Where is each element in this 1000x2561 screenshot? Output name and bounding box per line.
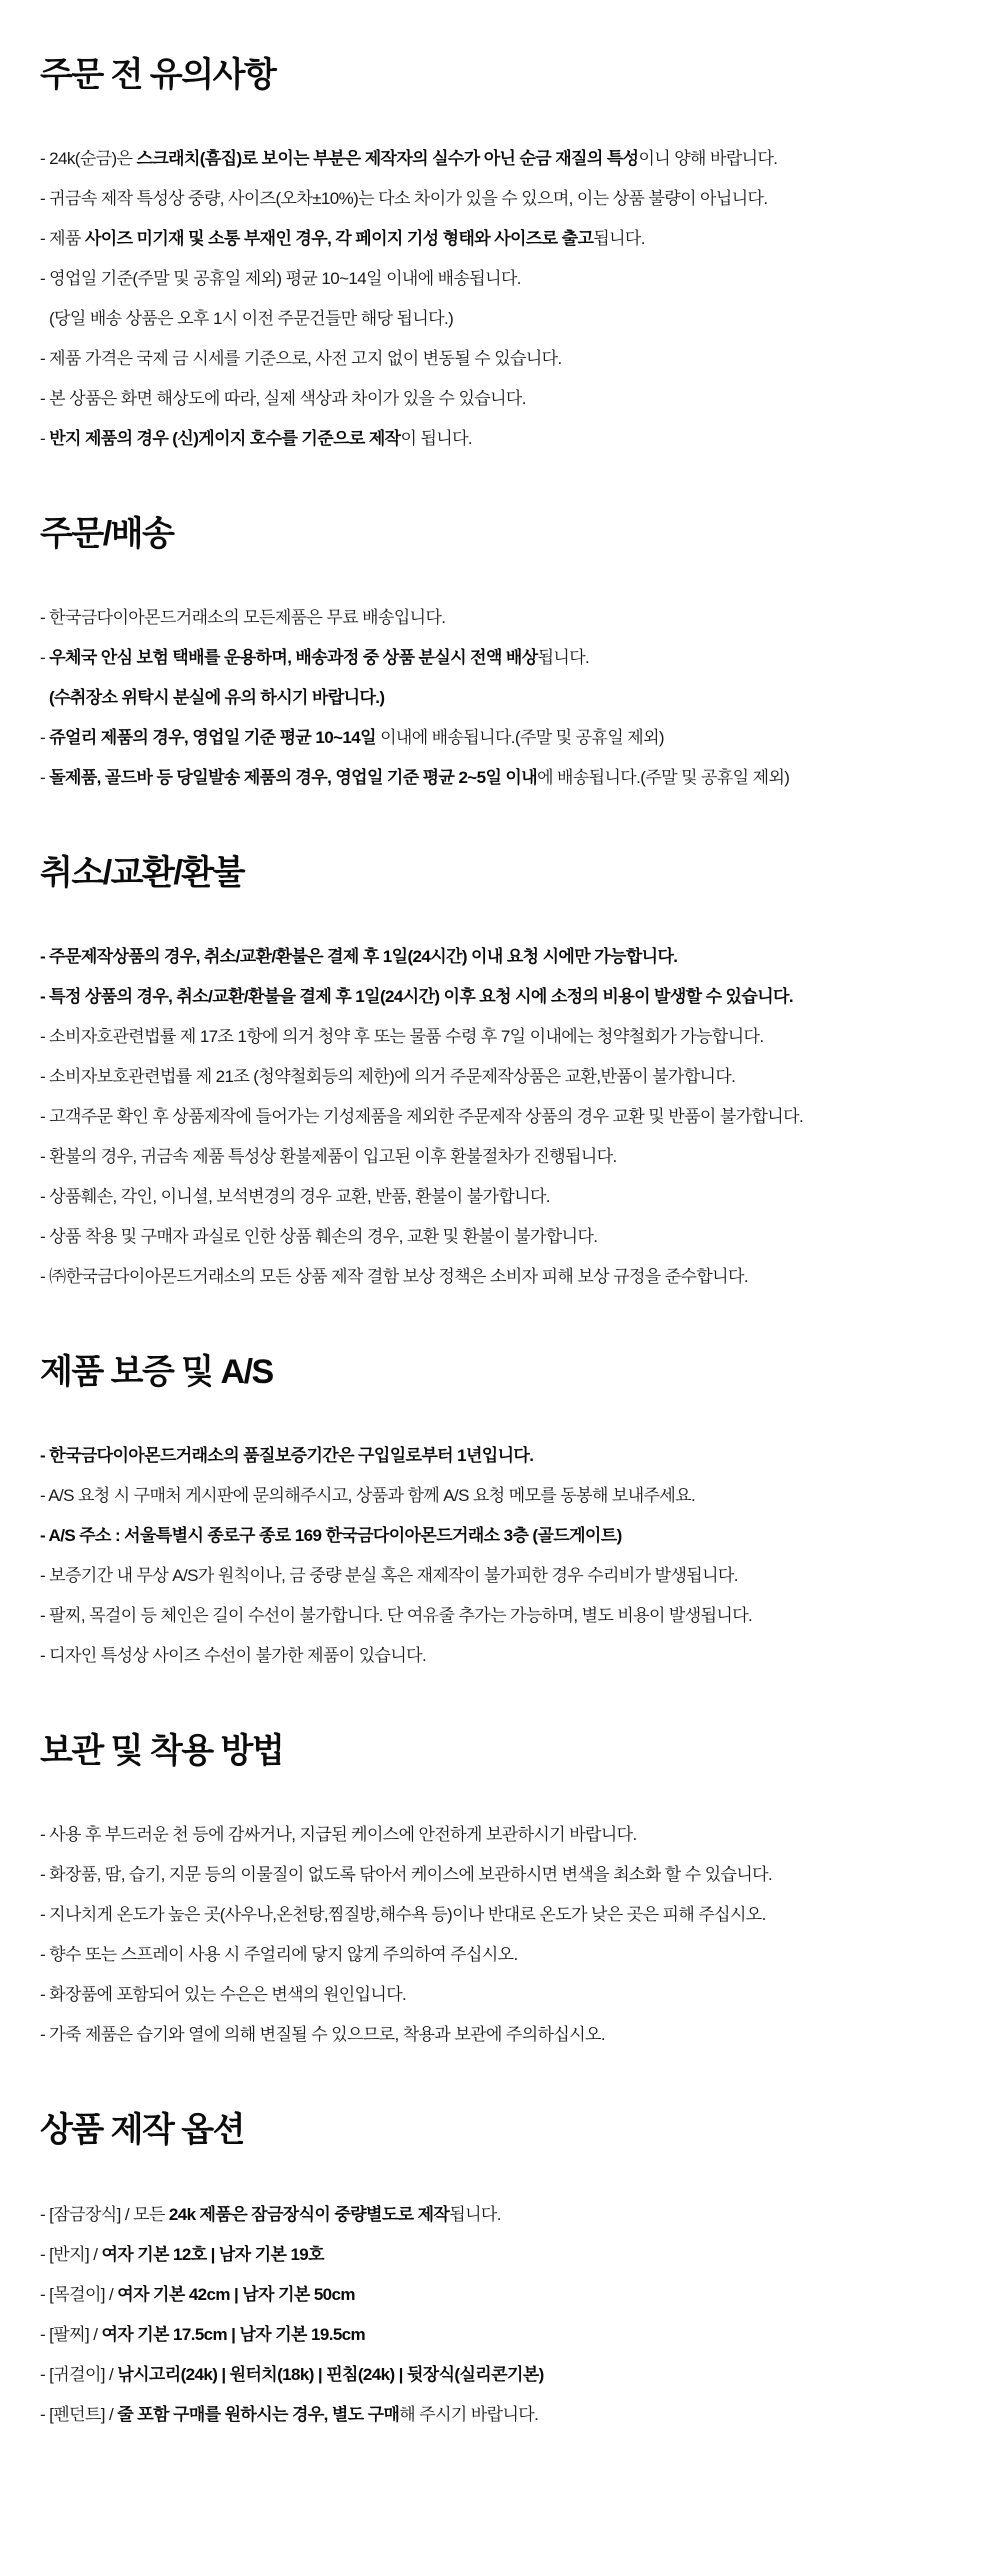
list-item xyxy=(40,259,970,299)
list-item xyxy=(40,1975,970,2015)
list-item xyxy=(40,219,970,259)
list-item xyxy=(40,1057,970,1097)
list-item xyxy=(40,1217,970,1257)
section-list xyxy=(40,139,970,459)
list-item xyxy=(40,1855,970,1895)
list-item xyxy=(40,2355,970,2395)
list-item xyxy=(40,339,970,379)
list-item xyxy=(40,1137,970,1177)
list-item xyxy=(40,1436,970,1476)
list-item xyxy=(40,758,970,798)
text-segment: 됩니다. xyxy=(449,2204,501,2224)
text-segment: - 본 상품은 화면 해상도에 따라, 실제 색상과 차이가 있을 수 있습니다. xyxy=(40,389,526,409)
text-segment: - 귀금속 제작 특성상 중량, 사이즈(오차±10%)는 다소 차이가 있을 수 있으며, 이는 상품 불량이 아닙니다. xyxy=(40,189,768,209)
section-list xyxy=(40,937,970,1297)
text-segment-bold: - 주문제작상품의 경우, 취소/교환/환불은 결제 후 1일(24시간) 이내 요청 시에만 가능합니다. xyxy=(40,947,678,967)
list-item xyxy=(40,419,970,459)
text-segment: - 제품 가격은 국제 금 시세를 기준으로, 사전 고지 없이 변동될 수 있습니다. xyxy=(40,349,562,369)
notice-section-2 xyxy=(40,515,970,798)
text-segment: - ㈜한국금다이아몬드거래소의 모든 상품 제작 결함 보상 정책은 소비자 피해 보상 규정을 준수합니다. xyxy=(40,1267,748,1287)
text-segment: 에 배송됩니다.(주말 및 공휴일 제외) xyxy=(537,768,790,788)
text-segment-bold: - 특정 상품의 경우, 취소/교환/환불을 결제 후 1일(24시간) 이후 요청 시에 소정의 비용이 발생할 수 있습니다. xyxy=(40,987,793,1007)
text-segment: - 소비자호관련법률 제 17조 1항에 의거 청약 후 또는 물품 수령 후 7일 이내에는 청약철회가 가능합니다. xyxy=(40,1027,764,1047)
text-segment: - 지나치게 온도가 높은 곳(사우나,온천탕,찜질방,해수욕 등)이나 반대로 온도가 낮은 곳은 피해 주십시오. xyxy=(40,1905,766,1925)
text-segment: - 소비자보호관련법률 제 21조 (청약철회등의 제한)에 의거 주문제작상품은 교환,반품이 불가합니다. xyxy=(40,1067,736,1087)
list-item xyxy=(40,1476,970,1516)
text-segment-bold: - 한국금다이아몬드거래소의 품질보증기간은 구입일로부터 1년입니다. xyxy=(40,1446,534,1466)
list-item xyxy=(40,638,970,678)
list-item xyxy=(40,598,970,638)
list-item xyxy=(40,1516,970,1556)
list-item xyxy=(40,179,970,219)
list-item xyxy=(40,1596,970,1636)
text-segment: - 고객주문 확인 후 상품제작에 들어가는 기성제품을 제외한 주문제작 상품의 경우 교환 및 반품이 불가합니다. xyxy=(40,1107,804,1127)
text-segment-bold: 여자 기본 42cm | 남자 기본 50cm xyxy=(117,2284,355,2304)
list-item xyxy=(40,2275,970,2315)
text-segment: 됩니다. xyxy=(537,648,590,668)
text-segment-bold: 낚시고리(24k) | 원터치(18k) | 핀침(24k) | 뒷장식(실리콘기본) xyxy=(117,2364,544,2384)
text-segment-bold: 스크래치(흠집)로 보이는 부분은 제작자의 실수가 아닌 순금 재질의 특성 xyxy=(136,149,639,169)
list-item xyxy=(40,1895,970,1935)
text-segment-bold: 반지 제품의 경우 (신)게이지 호수를 기준으로 제작 xyxy=(49,429,401,449)
text-segment: - 향수 또는 스프레이 사용 시 주얼리에 닿지 않게 주의하여 주십시오. xyxy=(40,1945,518,1965)
section-list xyxy=(40,1815,970,2055)
text-segment: - 영업일 기준(주말 및 공휴일 제외) 평균 10~14일 이내에 배송됩니다. xyxy=(40,269,521,289)
text-segment: - [목걸이] / xyxy=(40,2284,118,2304)
notice-section-6 xyxy=(40,2111,970,2434)
text-segment-bold: - A/S 주소 : 서울특별시 종로구 종로 169 한국금다이아몬드거래소 3층 (골드게이트) xyxy=(40,1526,622,1546)
list-item xyxy=(40,977,970,1017)
list-item xyxy=(40,1257,970,1297)
text-segment: - 한국금다이아몬드거래소의 모든제품은 무료 배송입니다. xyxy=(40,608,446,628)
list-item xyxy=(40,718,970,758)
section-title: 주문/배송 xyxy=(40,515,174,554)
text-segment: - xyxy=(40,429,50,449)
list-item xyxy=(40,379,970,419)
text-segment: - xyxy=(40,648,50,668)
text-segment: 됩니다. xyxy=(593,229,645,249)
text-segment: - [잠금장식] / 모든 xyxy=(40,2204,169,2224)
text-segment: - 팔찌, 목걸이 등 체인은 길이 수선이 불가합니다. 단 여유줄 추가는 가능하며, 별도 비용이 발생됩니다. xyxy=(40,1606,753,1626)
text-segment-bold: 쥬얼리 제품의 경우, 영업일 기준 평균 10~14일 xyxy=(49,728,376,748)
text-segment-bold: 돌제품, 골드바 등 당일발송 제품의 경우, 영업일 기준 평균 2~5일 이내 xyxy=(49,768,538,788)
text-segment: - A/S 요청 시 구매처 게시판에 문의해주시고, 상품과 함께 A/S 요청 메모를 동봉해 보내주세요. xyxy=(40,1486,696,1506)
section-title: 보관 및 착용 방법 xyxy=(40,1732,284,1771)
text-segment: - xyxy=(40,728,50,748)
text-segment: - 환불의 경우, 귀금속 제품 특성상 환불제품이 입고된 이후 환불절차가 진행됩니다. xyxy=(40,1147,617,1167)
text-segment: 해 주시기 바랍니다. xyxy=(399,2404,539,2424)
list-item xyxy=(40,1097,970,1137)
text-segment: - [펜던트] / xyxy=(40,2404,118,2424)
text-segment: 이내에 배송됩니다.(주말 및 공휴일 제외) xyxy=(375,728,664,748)
text-segment: - [팔찌] / xyxy=(40,2324,102,2344)
section-list xyxy=(40,1436,970,1676)
text-segment: - [귀걸이] / xyxy=(40,2364,118,2384)
list-item xyxy=(40,2015,970,2055)
text-segment: - 상품 착용 및 구매자 과실로 인한 상품 훼손의 경우, 교환 및 환불이 불가합니다. xyxy=(40,1227,598,1247)
text-segment: 이니 양해 바랍니다. xyxy=(638,149,778,169)
list-item xyxy=(40,299,970,339)
notice-section-1 xyxy=(40,56,970,459)
text-segment: - xyxy=(40,768,50,788)
text-segment-bold: 24k 제품은 잠금장식이 중량별도로 제작 xyxy=(168,2204,450,2224)
text-segment: - [반지] / xyxy=(40,2244,102,2264)
text-segment-bold: 여자 기본 12호 | 남자 기본 19호 xyxy=(101,2244,324,2264)
list-item xyxy=(40,678,970,718)
text-segment-bold: 우체국 안심 보험 택배를 운용하며, 배송과정 중 상품 분실시 전액 배상 xyxy=(49,648,538,668)
text-segment: - 화장품에 포함되어 있는 수은은 변색의 원인입니다. xyxy=(40,1985,407,2005)
notice-section-5 xyxy=(40,1732,970,2055)
list-item xyxy=(40,2395,970,2435)
section-title: 상품 제작 옵션 xyxy=(40,2111,244,2150)
list-item xyxy=(40,1935,970,1975)
text-segment: - 사용 후 부드러운 천 등에 감싸거나, 지급된 케이스에 안전하게 보관하시기 바랍니다. xyxy=(40,1825,637,1845)
list-item xyxy=(40,139,970,179)
section-title: 제품 보증 및 A/S xyxy=(40,1353,273,1392)
text-segment: - 제품 xyxy=(40,229,85,249)
section-title: 주문 전 유의사항 xyxy=(40,56,276,94)
text-segment: - 상품훼손, 각인, 이니셜, 보석변경의 경우 교환, 반품, 환불이 불가합니다. xyxy=(40,1187,550,1207)
text-segment: 이 됩니다. xyxy=(400,429,473,449)
section-title: 취소/교환/환불 xyxy=(40,854,244,893)
text-segment: - 화장품, 땀, 습기, 지문 등의 이물질이 없도록 닦아서 케이스에 보관하시면 변색을 최소화 할 수 있습니다. xyxy=(40,1865,773,1885)
list-item xyxy=(40,1636,970,1676)
section-list xyxy=(40,598,970,798)
text-segment: (당일 배송 상품은 오후 1시 이전 주문건들만 해당 됩니다.) xyxy=(49,309,454,329)
list-item xyxy=(40,2195,970,2235)
list-item xyxy=(40,2235,970,2275)
text-segment: - 24k(순금)은 xyxy=(40,149,137,169)
list-item xyxy=(40,1556,970,1596)
text-segment: - 보증기간 내 무상 A/S가 원칙이나, 금 중량 분실 혹은 재제작이 불가피한 경우 수리비가 발생됩니다. xyxy=(40,1566,738,1586)
text-segment-bold: (수취장소 위탁시 분실에 유의 하시기 바랍니다.) xyxy=(49,688,385,708)
notice-section-4 xyxy=(40,1353,970,1676)
notice-sections-container xyxy=(40,56,970,2435)
section-list xyxy=(40,2195,970,2435)
text-segment-bold: 줄 포함 구매를 원하시는 경우, 별도 구매 xyxy=(117,2404,400,2424)
list-item xyxy=(40,1177,970,1217)
notice-section-3 xyxy=(40,854,970,1297)
list-item xyxy=(40,937,970,977)
text-segment-bold: 여자 기본 17.5cm | 남자 기본 19.5cm xyxy=(101,2324,366,2344)
text-segment: - 가죽 제품은 습기와 열에 의해 변질될 수 있으므로, 착용과 보관에 주의하십시오. xyxy=(40,2025,605,2045)
list-item xyxy=(40,2315,970,2355)
list-item xyxy=(40,1017,970,1057)
text-segment: - 디자인 특성상 사이즈 수선이 불가한 제품이 있습니다. xyxy=(40,1646,427,1666)
list-item xyxy=(40,1815,970,1855)
text-segment-bold: 사이즈 미기재 및 소통 부재인 경우, 각 페이지 기성 형태와 사이즈로 출고 xyxy=(84,229,594,249)
